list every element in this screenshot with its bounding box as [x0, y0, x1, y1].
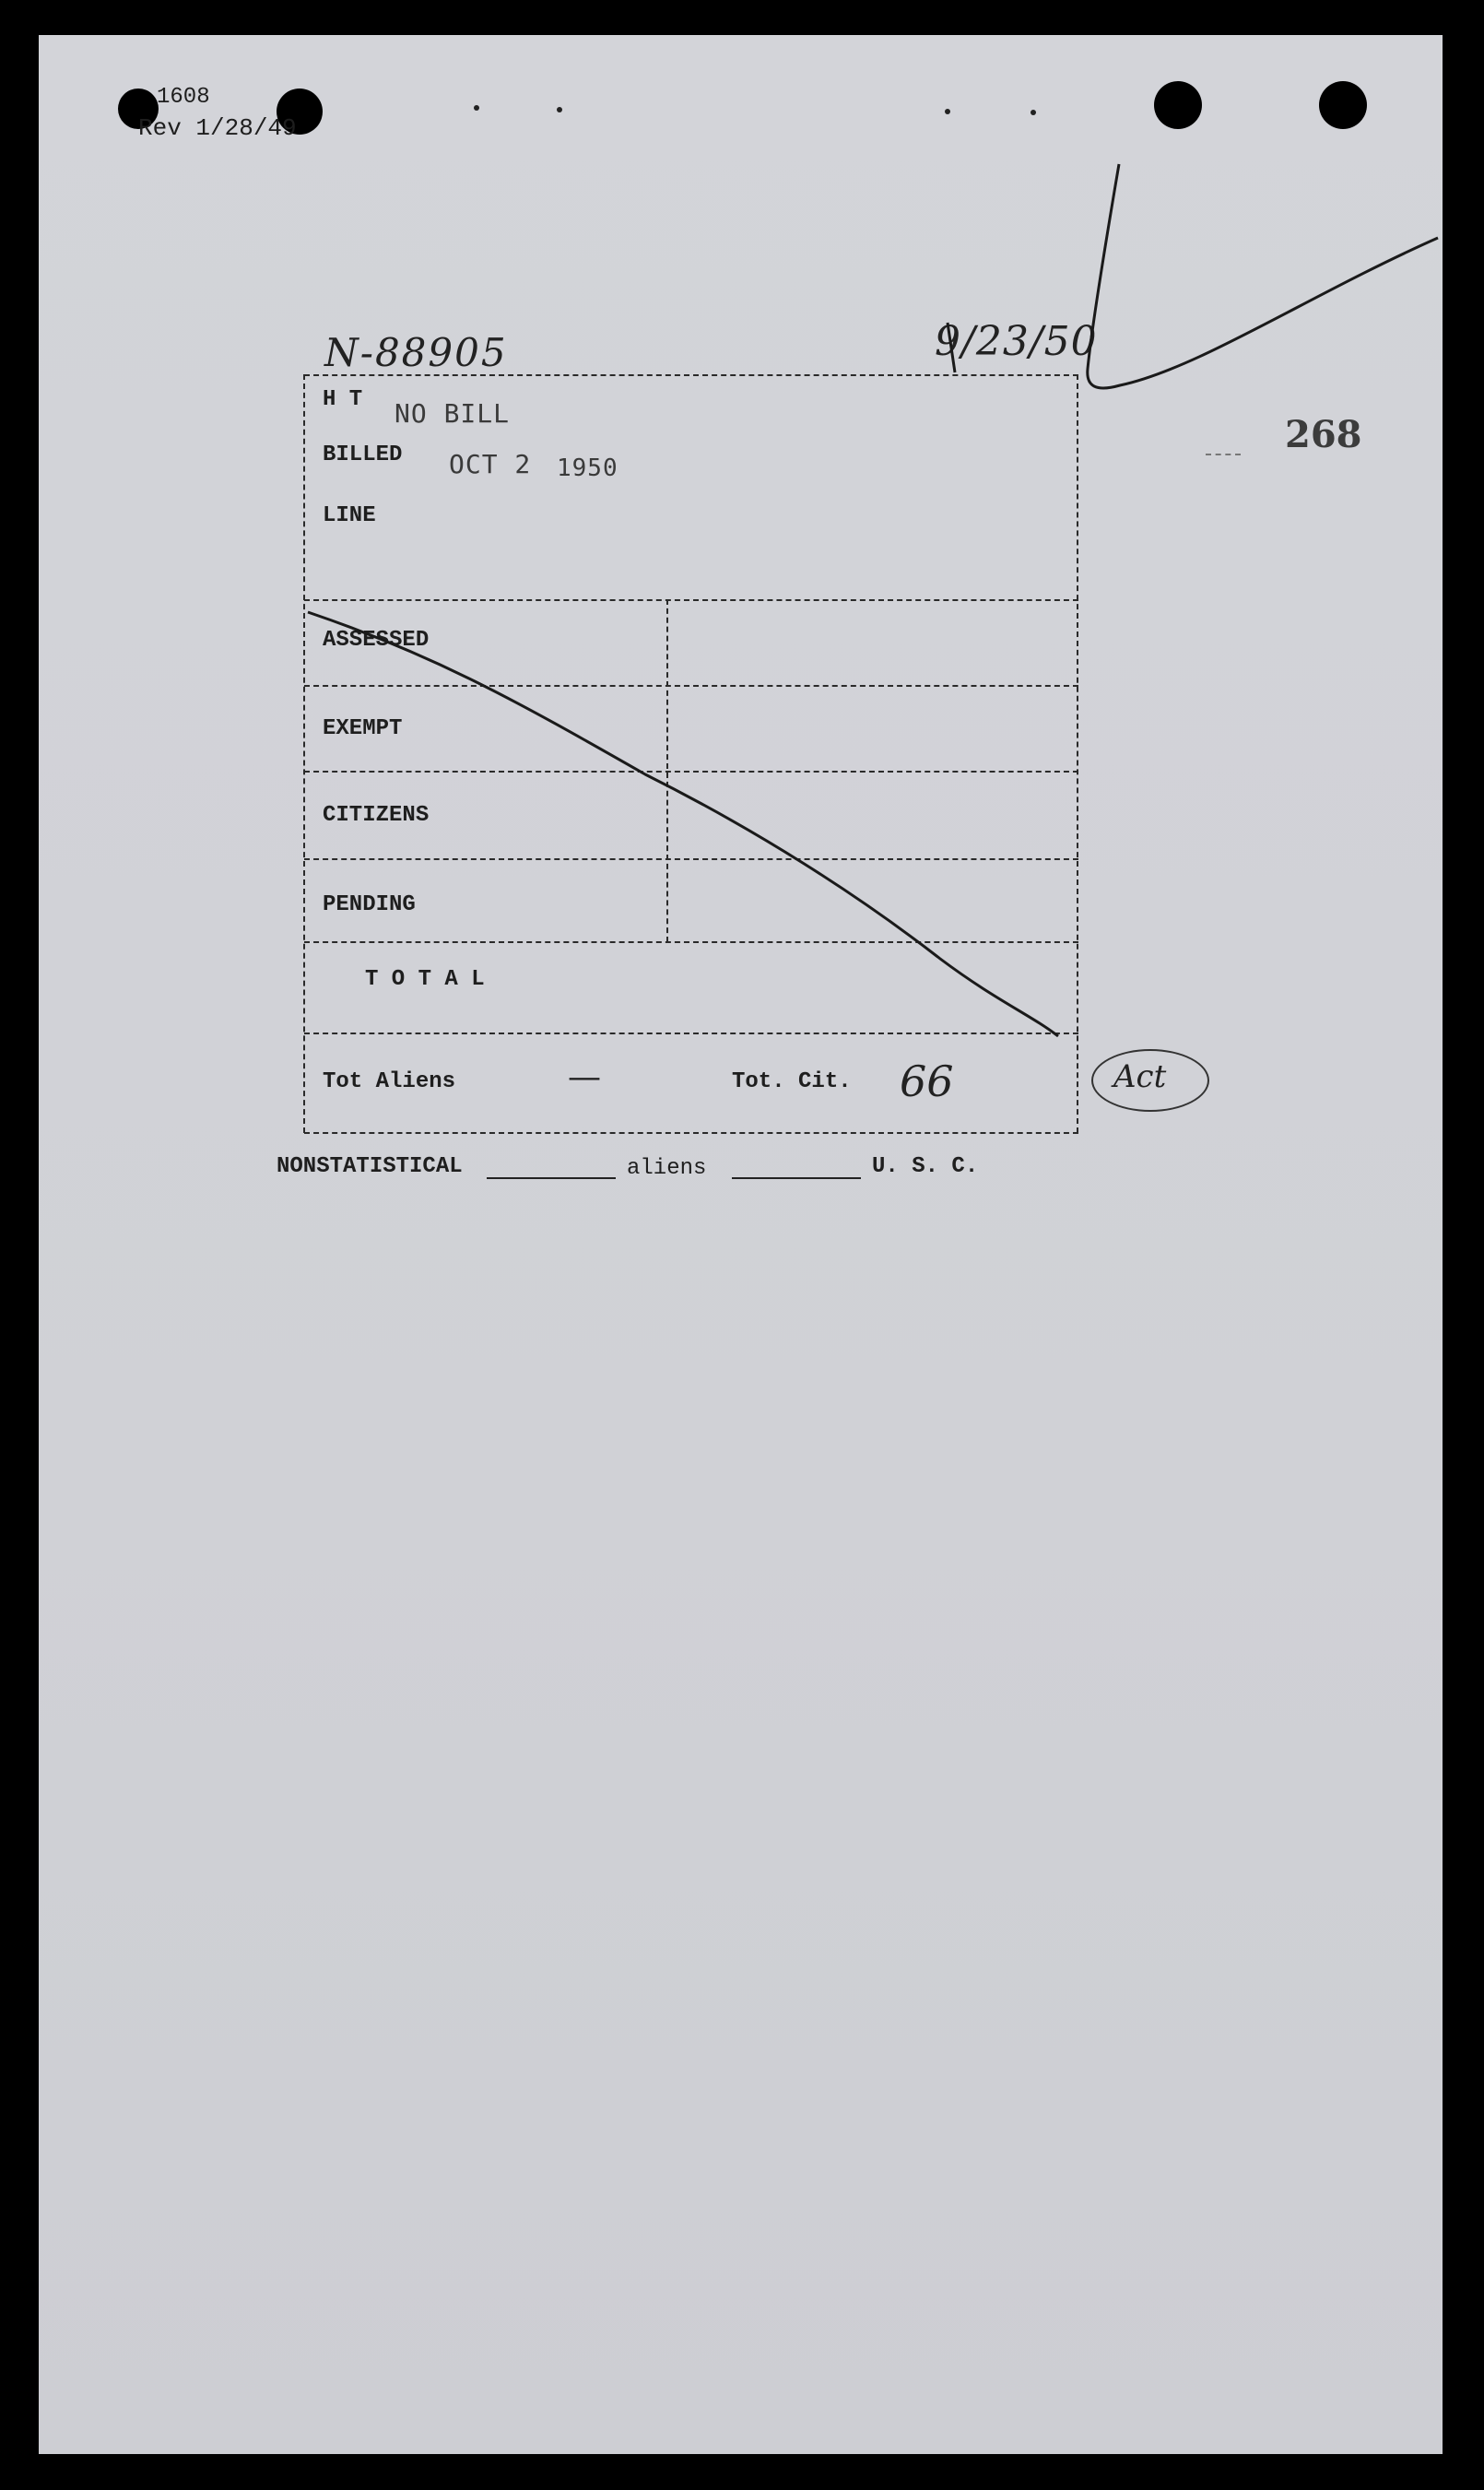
initials: Act [1113, 1058, 1167, 1095]
billed-date-stamp: OCT 2 [449, 449, 532, 479]
page-number: 268 [1285, 413, 1362, 456]
tot-cit-label: Tot. Cit. [732, 1069, 852, 1094]
usc-label: U. S. C. [872, 1154, 979, 1179]
strike-through-line [308, 612, 1058, 1036]
tot-cit-value: 66 [900, 1056, 954, 1106]
form-code: 1608 [157, 85, 210, 110]
row-label-pending: PENDING [323, 892, 416, 917]
row-label-citizens: CITIZENS [323, 803, 430, 828]
row-label-assessed: ASSESSED [323, 628, 430, 653]
corner-check-mark [1088, 164, 1438, 388]
aliens-label: aliens [627, 1156, 707, 1181]
file-number: N-88905 [324, 330, 508, 375]
date-slash [948, 323, 955, 372]
tot-aliens-label: Tot Aliens [323, 1069, 456, 1094]
handwritten-date: 9/23/50 [935, 318, 1098, 365]
ht-label: H T [323, 387, 363, 412]
form-revision: Rev 1/28/49 [138, 114, 297, 142]
total-label: T O T A L [365, 967, 485, 992]
ht-value: NO BILL [395, 398, 511, 429]
tot-aliens-value: — [568, 1058, 601, 1096]
billed-year-stamp: 1950 [557, 454, 618, 482]
line-label: LINE [323, 503, 376, 528]
nonstatistical-label: NONSTATISTICAL [277, 1154, 463, 1179]
billed-label: BILLED [323, 443, 403, 467]
row-label-exempt: EXEMPT [323, 716, 403, 741]
